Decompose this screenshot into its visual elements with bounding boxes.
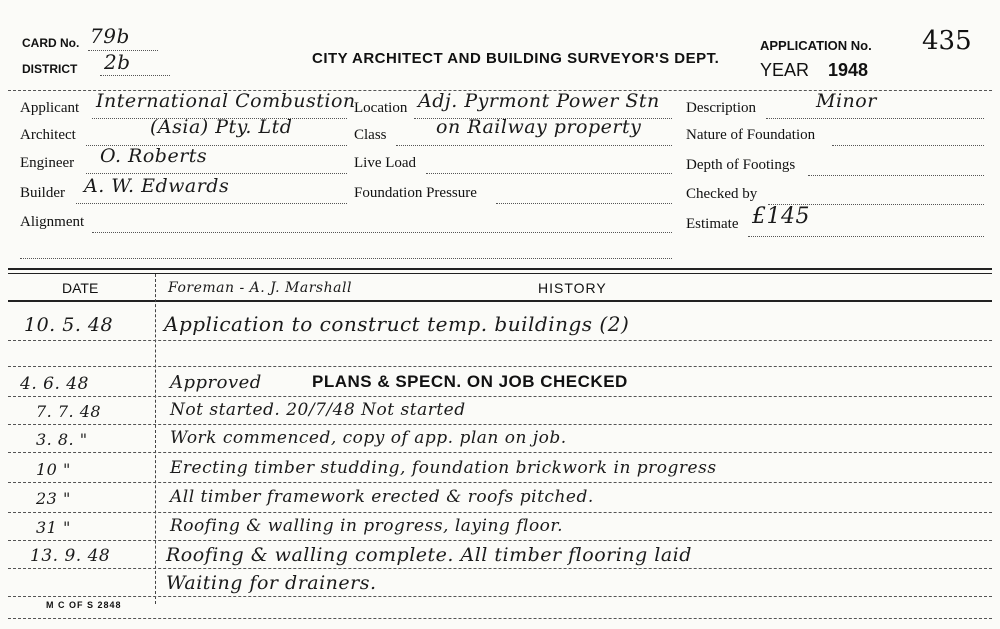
history-row-text: Approved	[170, 372, 262, 393]
history-row-text: Erecting timber studding, foundation brickwork in progress	[170, 458, 717, 478]
history-row-date: 31 "	[36, 518, 71, 537]
year-value: 1948	[828, 60, 869, 80]
location-value: Adj. Pyrmont Power Stn	[418, 90, 660, 112]
history-row-text: Roofing & walling in progress, laying floor.	[170, 516, 564, 536]
estimate-label: Estimate	[686, 216, 739, 232]
history-row-text: Not started. 20/7/48 Not started	[170, 400, 466, 420]
class-value: on Railway property	[436, 116, 642, 138]
card-no-value: 79b	[90, 24, 130, 48]
architect-value: (Asia) Pty. Ltd	[150, 116, 293, 138]
application-no-value: 435	[922, 26, 972, 56]
description-label: Description	[686, 100, 756, 116]
estimate-value: £145	[752, 204, 810, 229]
alignment-label: Alignment	[20, 214, 85, 230]
history-column-header: HISTORY	[538, 280, 607, 296]
checked-by-label: Checked by	[686, 186, 758, 202]
history-row-date: 10. 5. 48	[24, 314, 114, 336]
history-row-date: 10 "	[36, 460, 71, 479]
builder-value: A. W. Edwards	[84, 175, 230, 197]
application-no-label: APPLICATION No.	[760, 38, 872, 53]
date-column-header: DATE	[62, 280, 99, 296]
builder-label: Builder	[20, 185, 65, 201]
date-column-divider	[155, 274, 156, 604]
district-value: 2b	[104, 50, 131, 74]
history-row-date: 13. 9. 48	[30, 546, 111, 566]
engineer-label: Engineer	[20, 155, 75, 171]
history-row-text: All timber framework erected & roofs pitched.	[170, 487, 594, 507]
department-title: CITY ARCHITECT AND BUILDING SURVEYOR'S DEPT.	[312, 50, 720, 67]
year-label: YEAR	[760, 60, 810, 80]
applicant-label: Applicant	[20, 100, 80, 116]
history-row-date: 23 "	[36, 489, 71, 508]
history-row-text: Roofing & walling complete. All timber flooring laid	[166, 544, 692, 566]
history-row-text: Waiting for drainers.	[166, 572, 377, 594]
foundation-pressure-label: Foundation Pressure	[354, 185, 477, 201]
history-row-text: Application to construct temp. buildings (2)	[164, 312, 630, 336]
nature-of-foundation-label: Nature of Foundation	[686, 127, 816, 143]
engineer-value: O. Roberts	[100, 145, 208, 167]
location-label: Location	[354, 100, 408, 116]
card-no-label: CARD No.	[22, 36, 80, 50]
class-label: Class	[354, 127, 387, 143]
history-row-date: 7. 7. 48	[36, 402, 102, 421]
district-label: DISTRICT	[22, 62, 78, 76]
history-top-rule	[8, 268, 992, 270]
architect-label: Architect	[20, 127, 76, 143]
foreman-note: Foreman - A. J. Marshall	[168, 280, 352, 296]
history-row-text: Work commenced, copy of app. plan on job.	[170, 428, 567, 448]
applicant-value: International Combustion	[96, 90, 356, 112]
history-row-date: 3. 8. "	[36, 430, 88, 449]
live-load-label: Live Load	[354, 155, 417, 171]
history-row-date: 4. 6. 48	[20, 374, 89, 394]
plans-checked-stamp: PLANS & SPECN. ON JOB CHECKED	[312, 372, 628, 391]
depth-of-footings-label: Depth of Footings	[686, 157, 796, 173]
form-code: M C OF S 2848	[46, 600, 122, 610]
description-value: Minor	[816, 90, 877, 112]
